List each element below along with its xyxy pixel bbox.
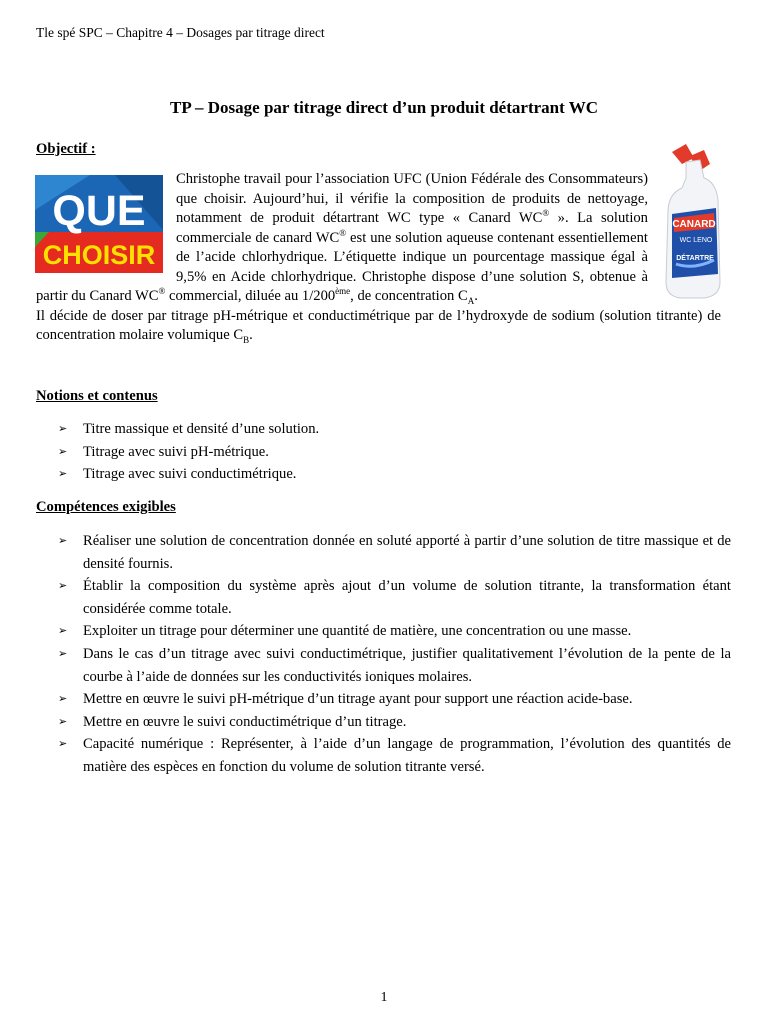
list-item: ➢ Mettre en œuvre le suivi conductimétrique d’un titrage. — [58, 711, 731, 734]
list-item: ➢ Titrage avec suivi pH-métrique. — [58, 441, 319, 464]
list-item: ➢ Capacité numérique : Représenter, à l’aide d’un langage de programmation, l’évolution des quantités de matière des espèces en fonction du volume de solution titrante versé. — [58, 733, 731, 778]
bottle-sub: WC LENO — [679, 237, 713, 244]
list-item: ➢ Réaliser une solution de concentration donnée en soluté apporté à partir d’une solution de titre massique et de densité fournis. — [58, 530, 731, 575]
arrow-bullet-icon: ➢ — [58, 624, 68, 638]
list-item: ➢ Mettre en œuvre le suivi pH-métrique d’un titrage ayant pour support une réaction acide-base. — [58, 688, 731, 711]
arrow-bullet-icon: ➢ — [58, 714, 68, 728]
list-item: ➢ Titre massique et densité d’une solution. — [58, 418, 319, 441]
arrow-bullet-icon: ➢ — [58, 646, 68, 660]
arrow-bullet-icon: ➢ — [58, 444, 68, 458]
notions-heading: Notions et contenus — [36, 388, 158, 404]
logo-text-que: QUE — [52, 187, 146, 235]
arrow-bullet-icon: ➢ — [58, 692, 68, 706]
competences-heading: Compétences exigibles — [36, 499, 176, 515]
page-number: 1 — [380, 990, 388, 1005]
objectif-heading: Objectif : — [36, 141, 96, 157]
notions-list — [58, 418, 319, 486]
arrow-bullet-icon: ➢ — [58, 534, 68, 547]
arrow-bullet-icon: ➢ — [58, 579, 68, 593]
arrow-bullet-icon: ➢ — [58, 422, 68, 435]
bottle-label: DÉTARTRE — [676, 255, 714, 262]
list-item: ➢ Dans le cas d’un titrage avec suivi conductimétrique, justifier qualitativement l’évolution de la pente de la courbe à l’aide de données sur les conductivités ioniques molaires. — [58, 643, 731, 688]
logo-text-choisir: CHOISIR — [42, 240, 156, 270]
objectif-text: Christophe travail pour l’association UFC (Union Fédérale des Consommateurs) que choisir. Aujourd’hui, il vérifie la composition de produits de nettoyage, notamment de produit détartrant WC type « Canard WC® ». La solution commerciale de canard WC® est une solution aqueuse contenant essentiellement de l’acide chlorhydrique. L’étiquette indique un pourcentage massique égal à 9,5% en Acide chlorhydrique. Christophe dispose d’une solution S, obtenue à partir du Canard WC® commercial, diluée au 1/200ème, de concentration $C_A$. Il décide de doser par titrage pH-métrique et conductimétrique par de l’hydroxyde de sodium (solution titrante) de concentration molaire volumique $C_B$. — [36, 171, 721, 345]
competences-list — [58, 530, 731, 779]
arrow-bullet-icon: ➢ — [58, 467, 68, 480]
page-header: Tle spé SPC – Chapitre 4 – Dosages par titrage direct — [36, 25, 325, 40]
arrow-bullet-icon: ➢ — [58, 737, 68, 751]
list-item: ➢ Établir la composition du système après ajout d’un volume de solution titrante, la transformation étant considérée comme totale. — [58, 575, 731, 620]
bottle-brand: CANARD — [672, 219, 716, 230]
list-item: ➢ Exploiter un titrage pour déterminer une quantité de matière, une concentration ou une masse. — [58, 620, 731, 643]
page-title: TP – Dosage par titrage direct d’un produit détartrant WC — [170, 98, 598, 117]
list-item: ➢ Titrage avec suivi conductimétrique. — [58, 463, 319, 486]
